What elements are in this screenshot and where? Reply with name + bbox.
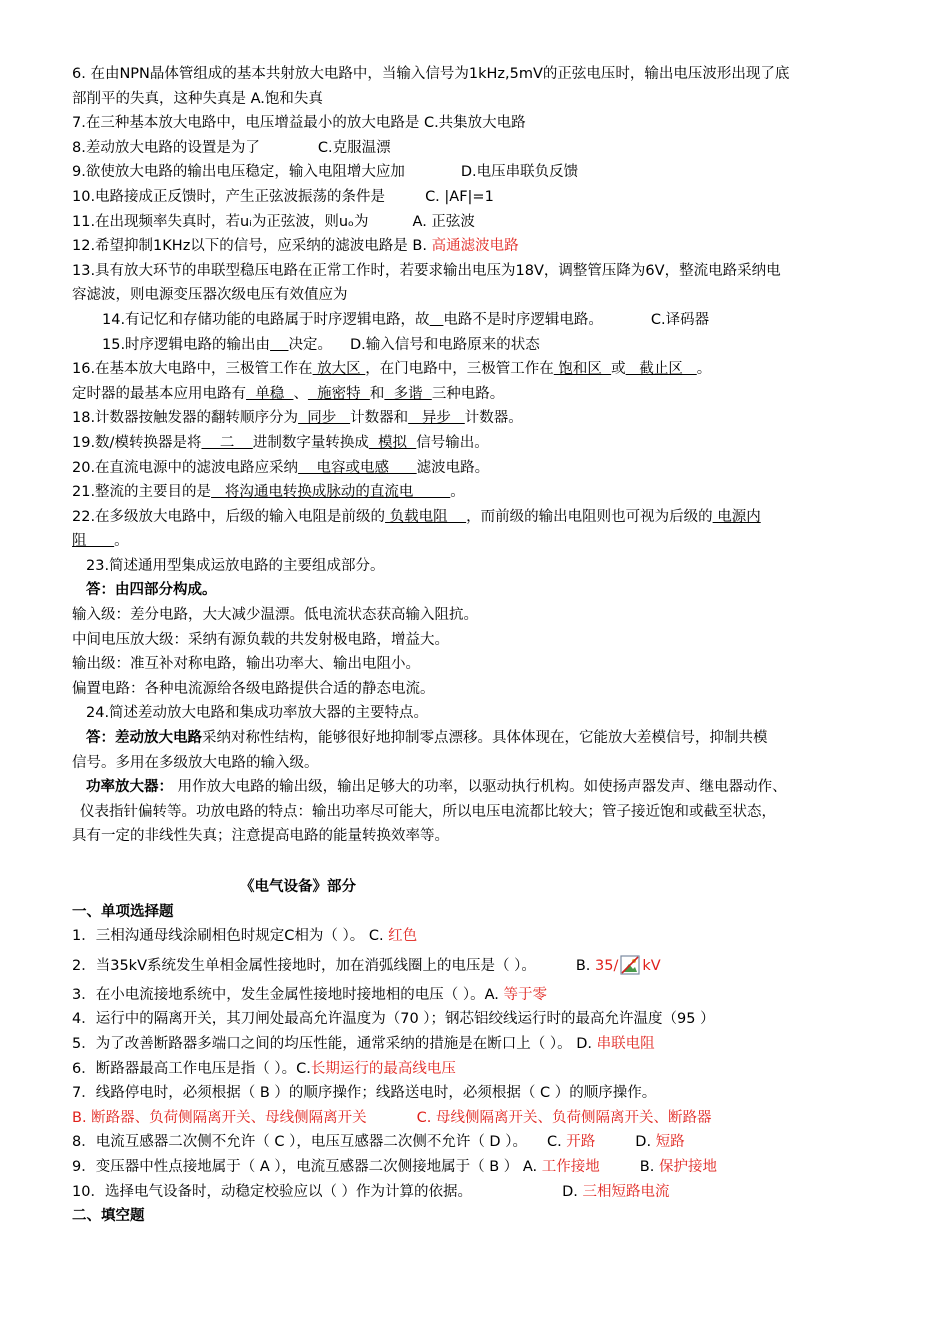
e8: 8．电流互感器二次侧不允许（ C ），电压互感器二次侧不允许（ D ）。 C. 开路 D. 短路 <box>72 1134 685 1151</box>
section-title: 《电气设备》部分 <box>240 879 356 895</box>
q24-power-amp-cont: 仪表指针偏转等。功放电路的特点：输出功率尽可能大，所以电压电流都比较大；管子接近饱和或截至状态， <box>80 803 776 820</box>
q21: 21.整流的主要目的是 将沟通电转换成脉动的直流电 。 <box>72 484 465 501</box>
q14: 14.有记忆和存储功能的电路属于时序逻辑电路，故 电路不是时序逻辑电路。 C.译码器 <box>102 311 710 328</box>
q23-answer-label: 答：由四部分构成。 <box>86 582 217 599</box>
document-page <box>72 62 902 1229</box>
q13-line2: 容滤波，则电源变压器次级电压有效值应为 <box>72 287 348 304</box>
e7-answers: B. 断路器、负荷侧隔离开关、母线侧隔离开关 C. 母线侧隔离开关、负荷侧隔离开关、断路器 <box>72 1109 712 1126</box>
e10: 10．选择电气设备时，动稳定校验应以（ ）作为计算的依据。 D. 三相短路电流 <box>72 1183 670 1200</box>
heading-single-choice: 一、单项选择题 <box>72 903 174 920</box>
broken-image-icon <box>620 955 640 975</box>
q23-question: 23.简述通用型集成运放电路的主要组成部分。 <box>86 557 385 574</box>
q16: 16.在基本放大电路中，三极管工作在 放大区 ，在门电路中，三极管工作在 饱和区 或 截止区 。 <box>72 361 712 378</box>
q6-line2: 部削平的失真，这种失真是 A.饱和失真 <box>72 90 323 107</box>
q18: 18.计数器按触发器的翻转顺序分为 同步 计数器和 异步 计数器。 <box>72 410 523 427</box>
q23-answer-line: 偏置电路：各种电流源给各级电路提供合适的静态电流。 <box>72 680 435 697</box>
e1: 1．三相沟通母线涂刷相色时规定C相为（ ）。 C. 红色 <box>72 928 418 945</box>
e6: 6．断路器最高工作电压是指（ ）。C.长期运行的最高线电压 <box>72 1060 456 1077</box>
q23-answer-line: 输入级：差分电路，大大减少温漂。低电流状态获高输入阻抗。 <box>72 607 478 624</box>
q23-answer-line: 中间电压放大级：采纳有源负载的共发射极电路，增益大。 <box>72 631 449 648</box>
e5: 5．为了改善断路器多端口之间的均压性能，通常采纳的措施是在断口上（ ）。 D. 串联电阻 <box>72 1035 655 1052</box>
e4: 4．运行中的隔离开关，其刀闸处最高允许温度为（70 ）；钢芯铝绞线运行时的最高允许温度（95 ） <box>72 1011 715 1028</box>
q20: 20.在直流电源中的滤波电路应采纳 电容或电感 滤波电路。 <box>72 459 490 476</box>
q11: 11.在出现频率失真时，若uᵢ为正弦波，则uₒ为 A. 正弦波 <box>72 213 475 230</box>
q8: 8.差动放大电路的设置是为了 C.克服温漂 <box>72 139 391 156</box>
e3: 3．在小电流接地系统中，发生金属性接地时接地相的电压（ ）。A. 等于零 <box>72 986 547 1003</box>
q24-diff-amp: 答：差动放大电路采纳对称性结构，能够很好地抑制零点漂移。具体体现在，它能放大差模信号，抑制共模 <box>86 730 768 747</box>
e2: 2．当35kV系统发生单相金属性接地时，加在消弧线圈上的电压是（ ）。 B. 35/ kV <box>72 949 902 983</box>
q17: 定时器的最基本应用电路有 单稳 、 施密特 和 多谐 三种电路。 <box>72 385 505 402</box>
q9: 9.欲使放大电路的输出电压稳定，输入电阻增大应加 D.电压串联负反馈 <box>72 164 579 181</box>
q24-question: 24.简述差动放大电路和集成功率放大器的主要特点。 <box>86 705 429 722</box>
q24-power-amp: 功率放大器： 用作放大电路的输出级，输出足够大的功率，以驱动执行机构。如使扬声器发声、继电器动作、 <box>86 779 787 796</box>
q12: 12.希望抑制1KHz以下的信号，应采纳的滤波电路是 B. 高通滤波电路 <box>72 238 519 255</box>
q24-diff-amp-cont: 信号。多用在多级放大电路的输入级。 <box>72 754 319 771</box>
q23-answer-line: 输出级：准互补对称电路，输出功率大、输出电阻小。 <box>72 656 420 673</box>
e9: 9．变压器中性点接地属于（ A ），电流互感器二次侧接地属于（ B ） A. 工作接地 B. 保护接地 <box>72 1158 717 1175</box>
q22-line1: 22.在多级放大电路中，后级的输入电阻是前级的 负载电阻 ，而前级的输出电阻则也可视为后级的 电源内 <box>72 508 761 525</box>
q6-line1: 6. 在由NPN晶体管组成的基本共射放大电路中，当输入信号为1kHz,5mV的正弦电压时，输出电压波形出现了底 <box>72 66 790 82</box>
q7: 7.在三种基本放大电路中，电压增益最小的放大电路是 C.共集放大电路 <box>72 115 526 132</box>
q24-power-amp-cont: 具有一定的非线性失真；注意提高电路的能量转换效率等。 <box>72 828 449 845</box>
q13-line1: 13.具有放大环节的串联型稳压电路在正常工作时，若要求输出电压为18V，调整管压降为6V，整流电路采纳电 <box>72 262 781 279</box>
e7: 7．线路停电时，必须根据（ B ）的顺序操作；线路送电时，必须根据（ C ）的顺序操作。 <box>72 1085 657 1102</box>
q10: 10.电路接成正反馈时，产生正弦波振荡的条件是 C. |AF|=1 <box>72 188 494 205</box>
heading-fill-in: 二、填空题 <box>72 1208 145 1225</box>
q12-answer: 高通滤波电路 <box>431 238 519 255</box>
q22-line2: 阻 。 <box>72 533 129 550</box>
q15: 15.时序逻辑电路的输出由 决定。 D.输入信号和电路原来的状态 <box>102 336 540 353</box>
q19: 19.数/模转换器是将 二 进制数字量转换成 模拟 信号输出。 <box>72 434 489 451</box>
